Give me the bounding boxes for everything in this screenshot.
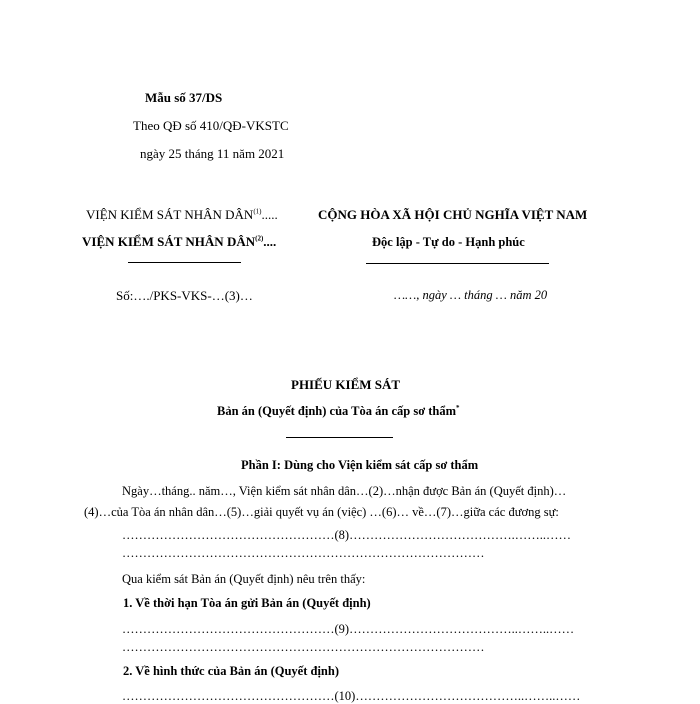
page-subtitle bbox=[217, 404, 460, 419]
national-motto: Độc lập - Tự do - Hạnh phúc bbox=[372, 235, 525, 249]
title-rule bbox=[286, 437, 393, 438]
review-intro: Qua kiểm sát Bản án (Quyết định) nêu trên thấy: bbox=[122, 572, 366, 586]
form-code: Mẫu số 37/DS bbox=[145, 90, 223, 105]
fill-line-10a: ……………………………………………(10)…………………………………..……..…… bbox=[122, 689, 581, 703]
item-1-heading: 1. Về thời hạn Tòa án gửi Bản án (Quyết định) bbox=[123, 596, 371, 610]
procuracy-line-1-text: VIỆN KIỂM SÁT NHÂN DÂN bbox=[86, 207, 254, 222]
paragraph-1-line-2: (4)…của Tòa án nhân dân…(5)…giải quyết vụ án (việc) …(6)… về…(7)…giữa các đương sự: bbox=[84, 505, 559, 519]
page-title: PHIẾU KIỂM SÁT bbox=[291, 377, 401, 392]
footnote-2: (2) bbox=[255, 234, 264, 243]
subtitle-asterisk: * bbox=[456, 403, 460, 412]
place-date: ……, ngày … tháng … năm 20 bbox=[394, 288, 548, 302]
right-header-rule bbox=[366, 263, 549, 264]
item-2-heading: 2. Về hình thức của Bản án (Quyết định) bbox=[123, 664, 339, 678]
procuracy-line-2 bbox=[82, 234, 276, 250]
procuracy-line-2-text: VIỆN KIỂM SÁT NHÂN DÂN bbox=[82, 234, 256, 249]
left-header-rule bbox=[128, 262, 241, 263]
procuracy-line-2-dots: .... bbox=[263, 234, 277, 249]
document-number: Số:…./PKS-VKS-…(3)… bbox=[116, 288, 253, 303]
procuracy-line-1-dots: ..... bbox=[261, 207, 278, 222]
page-subtitle-text: Bản án (Quyết định) của Tòa án cấp sơ thẩm bbox=[217, 404, 457, 418]
footnote-1: (1) bbox=[253, 207, 262, 216]
fill-line-8b: …………………………………………………………………………… bbox=[122, 546, 485, 560]
decision-reference: Theo QĐ số 410/QĐ-VKSTC bbox=[133, 118, 289, 133]
fill-line-9a: ……………………………………………(9)…………………………………..……..…… bbox=[122, 622, 575, 636]
fill-line-9b: …………………………………………………………………………… bbox=[122, 640, 485, 654]
country-name: CỘNG HÒA XÃ HỘI CHỦ NGHĨA VIỆT NAM bbox=[318, 207, 588, 222]
paragraph-1-line-1: Ngày…tháng.. năm…, Viện kiểm sát nhân dân…(2)…nhận được Bản án (Quyết định)… bbox=[122, 484, 567, 498]
procuracy-line-1 bbox=[86, 207, 278, 223]
decision-date: ngày 25 tháng 11 năm 2021 bbox=[140, 146, 285, 161]
fill-line-8a: ……………………………………………(8)………………………………….……..…… bbox=[122, 528, 571, 542]
section-1-heading: Phần I: Dùng cho Viện kiểm sát cấp sơ thẩm bbox=[241, 458, 479, 472]
